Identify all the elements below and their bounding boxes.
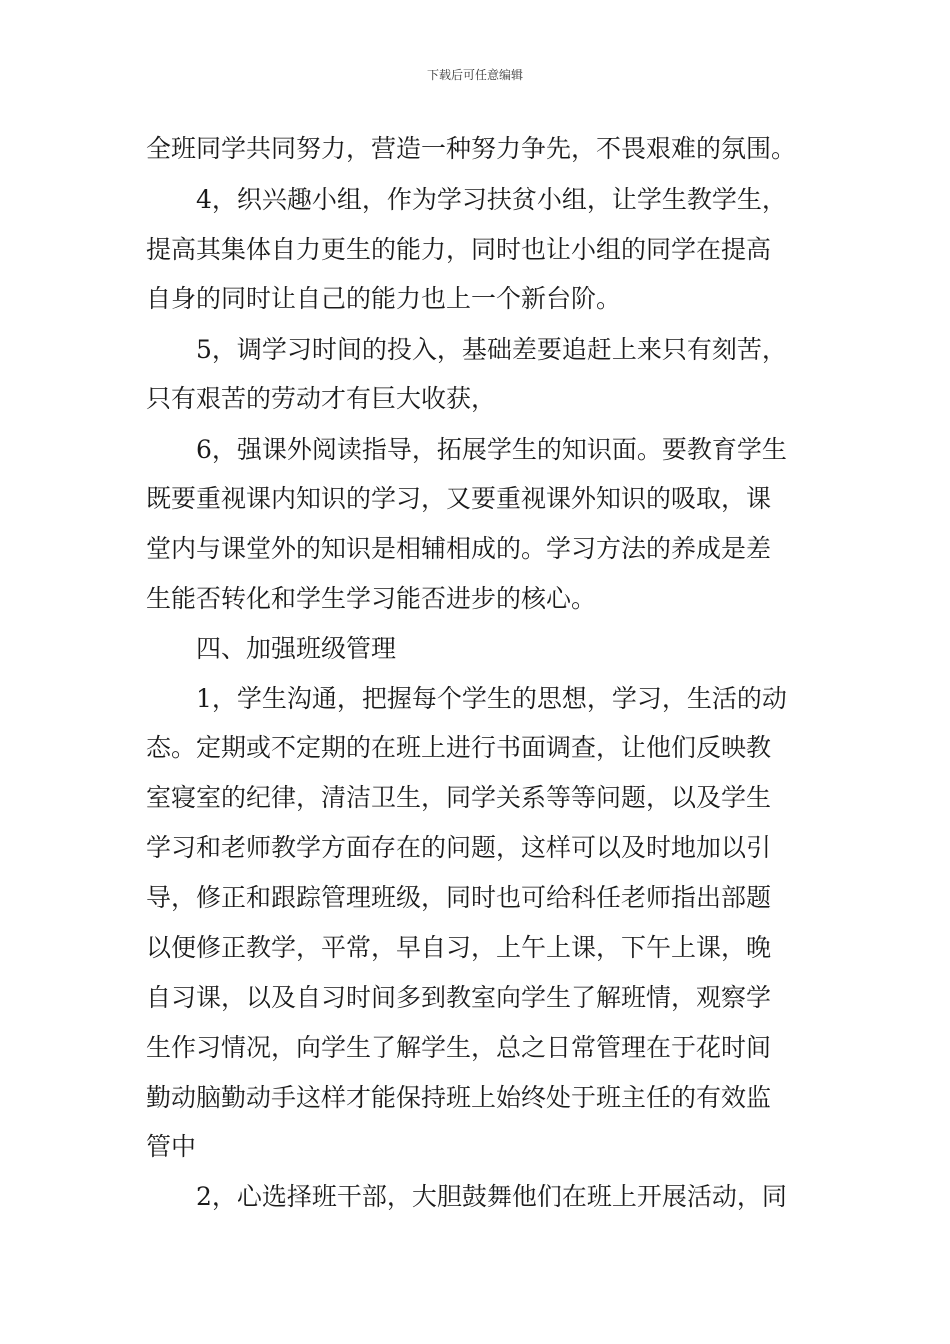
text-line: 6，强课外阅读指导，拓展学生的知识面。要教育学生 [196, 435, 787, 464]
text-line: 室寝室的纪律，清洁卫生，同学关系等等问题，以及学生 [146, 783, 772, 812]
text-line: 生作习情况，向学生了解学生，总之日常管理在于花时间 [146, 1033, 772, 1062]
text-line: 2，心选择班干部，大胆鼓舞他们在班上开展活动，同 [196, 1182, 787, 1211]
text-line: 5，调学习时间的投入，基础差要追赶上来只有刻苦， [196, 335, 787, 364]
section-heading: 四、加强班级管理 [196, 634, 397, 663]
text-line: 导，修正和跟踪管理班级，同时也可给科任老师指出部题 [146, 883, 772, 912]
text-line: 1，学生沟通，把握每个学生的思想，学习，生活的动 [196, 684, 787, 713]
text-line: 学习和老师教学方面存在的问题，这样可以及时地加以引 [146, 833, 772, 862]
text-line: 态。定期或不定期的在班上进行书面调查，让他们反映教 [146, 733, 772, 762]
text-line: 生能否转化和学生学习能否进步的核心。 [146, 584, 597, 613]
text-line: 以便修正教学，平常，早自习，上午上课，下午上课，晚 [146, 933, 772, 962]
text-line: 勤动脑勤动手这样才能保持班上始终处于班主任的有效监 [146, 1083, 772, 1112]
text-line: 只有艰苦的劳动才有巨大收获， [146, 384, 497, 413]
text-line: 全班同学共同努力，营造一种努力争先，不畏艰难的氛围。 [146, 134, 797, 163]
text-line: 4，织兴趣小组，作为学习扶贫小组，让学生教学生， [196, 185, 787, 214]
text-line: 提高其集体自力更生的能力，同时也让小组的同学在提高 [146, 235, 772, 264]
text-line: 管中 [146, 1132, 197, 1161]
text-line: 既要重视课内知识的学习，又要重视课外知识的吸取，课 [146, 484, 772, 513]
text-line: 自习课，以及自习时间多到教室向学生了解班情，观察学 [146, 983, 772, 1012]
text-line: 自身的同时让自己的能力也上一个新台阶。 [146, 284, 622, 313]
page-header: 下载后可任意编辑 [426, 68, 523, 82]
text-line: 堂内与课堂外的知识是相辅相成的。学习方法的养成是差 [146, 534, 772, 563]
